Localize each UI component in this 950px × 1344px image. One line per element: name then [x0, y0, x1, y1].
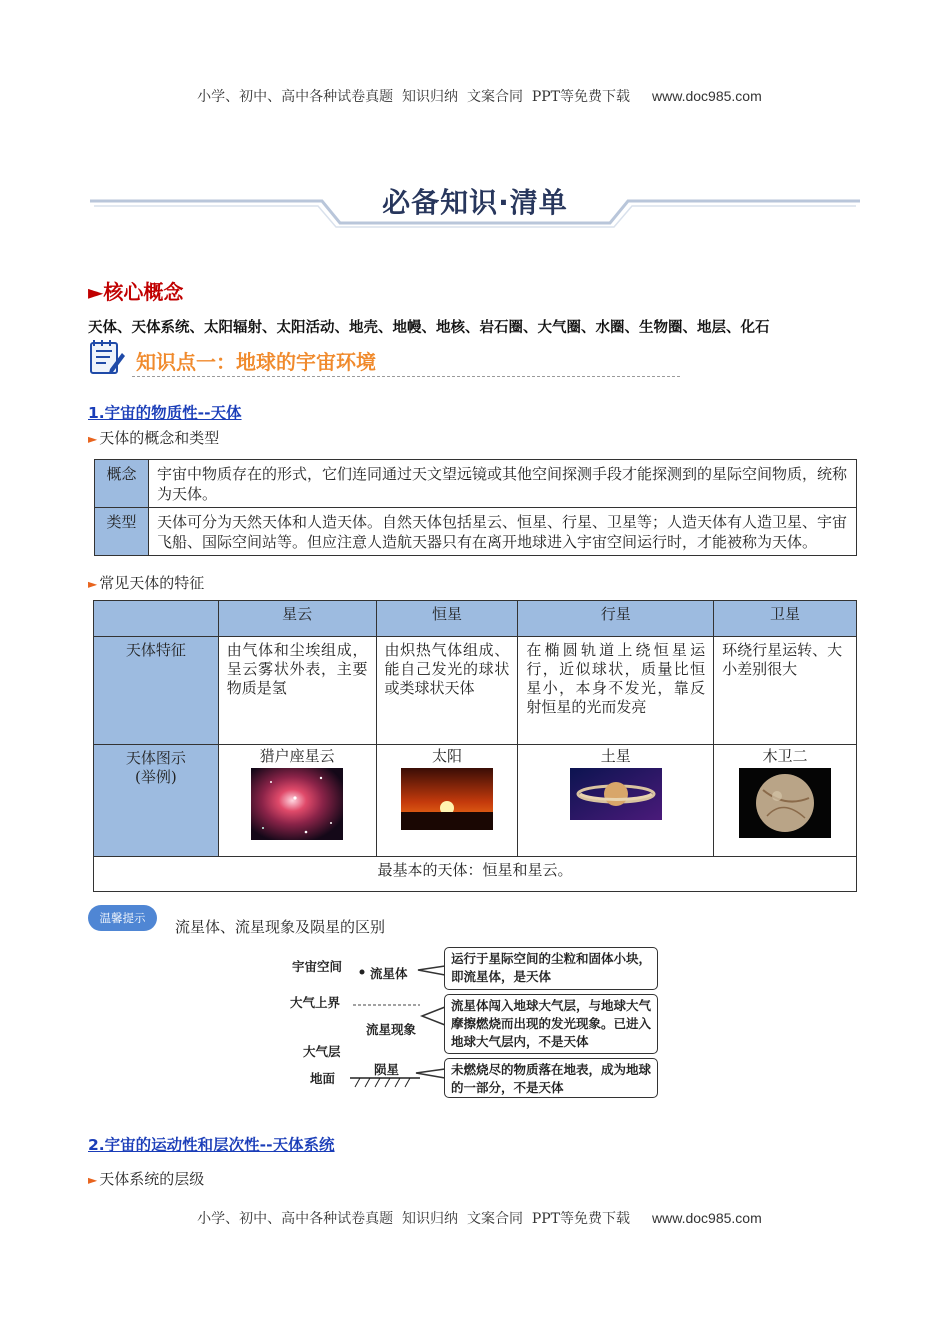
triangle-icon: ► — [88, 577, 98, 591]
celestial-features-table — [93, 600, 857, 892]
row-label-features: 天体特征 — [94, 637, 219, 745]
notepad-icon — [88, 339, 126, 377]
triangle-icon: ► — [88, 432, 98, 446]
section1-sub2-label: 常见天体的特征 — [99, 574, 205, 592]
example-label: 猎户座星云 — [259, 747, 335, 765]
tip-badge: 温馨提示 — [88, 905, 157, 931]
label-ground: 地面 — [310, 1071, 336, 1086]
example-cell-nebula — [218, 745, 376, 857]
label-space: 宇宙空间 — [292, 959, 343, 974]
box-meteoroid: 运行于星际空间的尘粒和固体小块，即流星体，是天体 — [444, 947, 658, 990]
table-row — [95, 508, 857, 556]
table-header-row — [94, 601, 857, 637]
table-row — [94, 745, 857, 857]
box-meteor: 流星体闯入地球大气层，与地球大气摩擦燃烧而出现的发光现象。已进入地球大气层内，不是天体 — [444, 994, 658, 1054]
table-header: 星云 — [218, 601, 376, 637]
feature-cell: 由炽热气体组成、能自己发光的球状或类球状天体 — [376, 637, 518, 745]
row-label-line1: 天体图示 — [125, 749, 186, 767]
row-label-images — [94, 745, 219, 857]
label-meteoroid: 流星体 — [370, 966, 408, 981]
table-header: 卫星 — [714, 601, 857, 637]
europa-image — [739, 768, 831, 838]
triangle-icon: ► — [88, 1173, 98, 1187]
table-cell-label: 类型 — [95, 508, 149, 556]
core-concepts-terms: 天体、天体系统、太阳辐射、太阳活动、地壳、地幔、地核、岩石圈、大气圈、水圈、生物圈、地层、化石 — [88, 320, 770, 336]
table-header: 恒星 — [376, 601, 518, 637]
orion-nebula-image — [251, 768, 343, 840]
table-footer-note: 最基本的天体：恒星和星云。 — [94, 857, 857, 892]
table-cell: 天体可分为天然天体和人造天体。自然天体包括星云、恒星、行星、卫星等；人造天体有人造卫星、宇宙飞船、国际空间站等。但应注意人造航天器只有在离开地球进入宇宙空间运行时，才能被称为天体。 — [149, 508, 857, 556]
heading-divider — [132, 376, 680, 377]
example-cell-planet — [518, 745, 714, 857]
page-footer — [0, 1192, 950, 1228]
feature-cell: 环绕行星运转、大小差别很大 — [714, 637, 857, 745]
table-cell-label: 概念 — [95, 460, 149, 508]
footer-site: www.doc985.com — [652, 1210, 762, 1226]
celestial-definition-table — [94, 459, 857, 556]
section1-sub1-label: 天体的概念和类型 — [99, 429, 220, 447]
section1-sub2 — [88, 572, 204, 593]
footer-text: 小学、初中、高中各种试卷真题 知识归纳 文案合同 PPT等免费下载 — [197, 1211, 631, 1227]
example-label: 土星 — [600, 747, 631, 765]
example-cell-moon — [714, 745, 857, 857]
section2-sub1 — [88, 1168, 204, 1189]
table-cell: 宇宙中物质存在的形式，它们连同通过天文望远镜或其他空间探测手段才能探测到的星际空间物质，统称为天体。 — [149, 460, 857, 508]
section2-sub1-label: 天体系统的层级 — [99, 1170, 205, 1188]
table-row — [94, 637, 857, 745]
label-atmosphere-top: 大气上界 — [290, 995, 341, 1010]
table-row — [94, 857, 857, 892]
tip-text: 流星体、流星现象及陨星的区别 — [175, 918, 386, 936]
section1-title-link[interactable]: 1.宇宙的物质性--天体 — [88, 404, 242, 422]
sunset-image — [401, 768, 493, 830]
section1-sub1 — [88, 427, 219, 448]
label-meteorite: 陨星 — [374, 1062, 400, 1077]
table-row — [95, 460, 857, 508]
row-label-line2: (举例) — [134, 768, 177, 786]
table-header-empty — [94, 601, 219, 637]
header-site: www.doc985.com — [652, 88, 762, 104]
header-text: 小学、初中、高中各种试卷真题 知识归纳 文案合同 PPT等免费下载 — [197, 89, 631, 105]
example-cell-star — [376, 745, 518, 857]
table-header: 行星 — [518, 601, 714, 637]
section2-title-link[interactable]: 2.宇宙的运动性和层次性--天体系统 — [88, 1136, 335, 1154]
core-concepts-title: ►核心概念 — [88, 280, 184, 304]
example-label: 木卫二 — [762, 747, 808, 765]
banner-title: 必备知识·清单 — [382, 186, 568, 219]
knowledge-point-title: 知识点一：地球的宇宙环境 — [136, 350, 376, 374]
box-meteorite: 未燃烧尽的物质落在地表，成为地球的一部分，不是天体 — [444, 1058, 658, 1098]
feature-cell: 在椭圆轨道上绕恒星运行，近似球状，质量比恒星小，本身不发光，靠反射恒星的光而发亮 — [518, 637, 714, 745]
feature-cell: 由气体和尘埃组成，呈云雾状外表，主要物质是氢 — [218, 637, 376, 745]
saturn-image — [570, 768, 662, 820]
page-header — [0, 70, 950, 106]
label-meteor: 流星现象 — [366, 1022, 417, 1037]
label-atmosphere: 大气层 — [303, 1044, 341, 1059]
example-label: 太阳 — [431, 747, 462, 765]
